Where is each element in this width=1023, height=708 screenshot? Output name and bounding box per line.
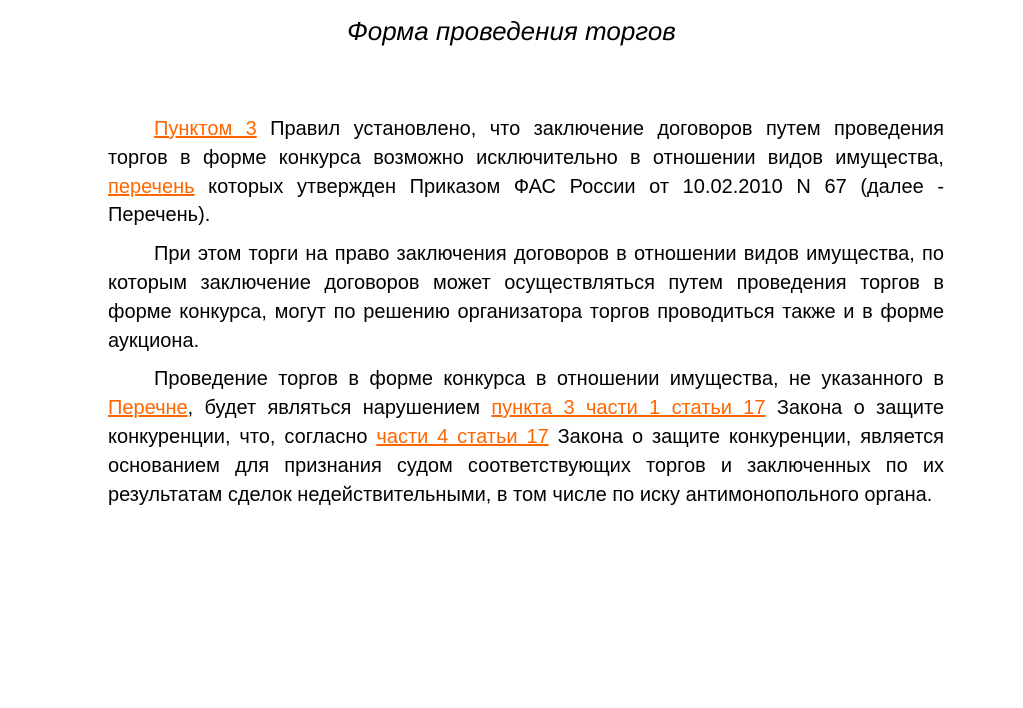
paragraph-1-text-b: которых утвержден Приказом ФАС России от 10.02.2010 N 67 (далее - Перечень). — [108, 175, 944, 227]
paragraph-3 — [108, 365, 944, 509]
link-perechen[interactable]: перечень — [108, 175, 195, 198]
link-punkt-3[interactable]: Пунктом 3 — [154, 118, 257, 140]
paragraph-2 — [108, 240, 944, 355]
page-title: Форма проведения торгов — [347, 16, 676, 46]
paragraph-1 — [108, 115, 944, 230]
link-perechne[interactable]: Перечне — [108, 397, 188, 420]
paragraph-2-text: При этом торги на право заключения договоров в отношении видов имущества, по которым заключение договоров может осуществляться путем проведения торгов в форме конкурса, могут по решению организатора торгов проводиться также и в форме аукциона. — [108, 243, 944, 352]
link-punkt-3-chast-1-statya-17[interactable]: пункта 3 части 1 статьи 17 — [491, 397, 766, 420]
paragraph-1-text-a: Правил установлено, что заключение договоров путем проведения торгов в форме конкурса возможно исключительно в отношении видов имущества, — [108, 118, 944, 169]
paragraph-3-text-c: Закона о защите конкуренции, что, согласно — [108, 397, 945, 448]
paragraph-3-text-b: , будет являться нарушением — [187, 397, 492, 420]
paragraph-3-text-a: Проведение торгов в форме конкурса в отношении имущества, не указанного в — [154, 368, 944, 391]
paragraph-3-text-d: Закона о защите конкуренции, является основанием для признания судом соответствующих торгов и заключенных по их результатам сделок недействительными, в том числе по иску антимонопольного органа. — [108, 425, 944, 506]
link-chast-4-statya-17[interactable]: части 4 статьи 17 — [376, 425, 549, 448]
document-body — [108, 115, 944, 519]
